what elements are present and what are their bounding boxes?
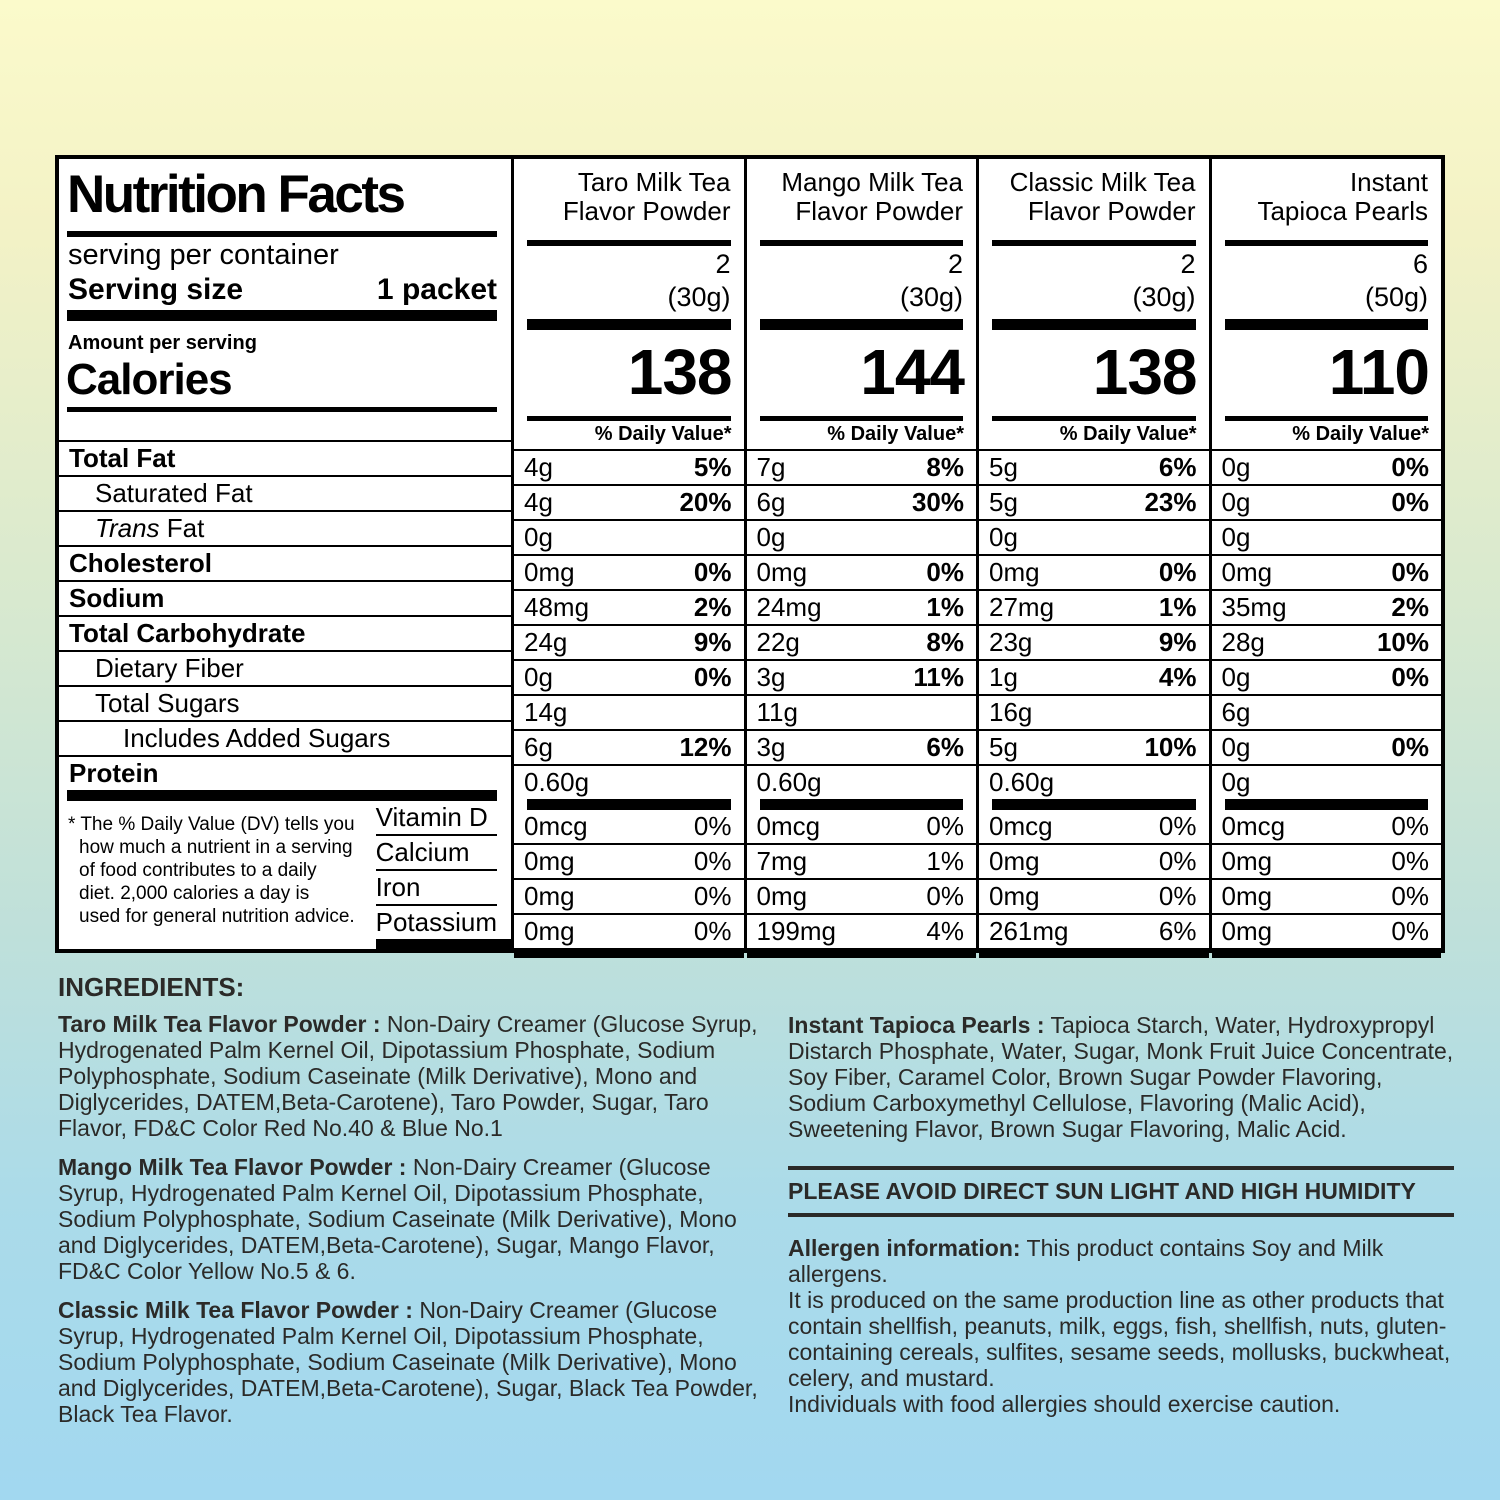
- serving-size-label: Serving size: [68, 273, 244, 306]
- daily-value-header-spacer: [59, 412, 511, 442]
- daily-value-header: % Daily Value*: [1212, 421, 1442, 451]
- vitamin-value-row: 0mcg 0%: [747, 810, 977, 845]
- nutrient-value-row: 5g 23%: [979, 486, 1209, 521]
- nutrient-label: Total Sugars: [95, 688, 240, 718]
- ingredient-paragraph-mango: Mango Milk Tea Flavor Powder : Non-Dairy Creamer (Glucose Syrup, Hydrogenated Palm Kernel Oil, Dipotassium Phosphate, Sodium Polyphosphate, Sodium Caseinate (Milk Derivative), Mono and Diglycerides, DATEM,Beta-Carotene), Sugar, Mango Flavor, FD&C Color Yellow No.5 & 6.: [58, 1154, 737, 1284]
- vitamin-value-row: 0mg 0%: [1212, 880, 1442, 915]
- nutrient-value-row: 0g: [514, 521, 744, 556]
- nutrient-value-row: 0g: [747, 521, 977, 556]
- storage-warning: PLEASE AVOID DIRECT SUN LIGHT AND HIGH HUMIDITY: [788, 1166, 1454, 1217]
- serving-per-container-label: serving per container: [68, 239, 339, 271]
- servings-count: 2: [715, 249, 731, 279]
- nutrient-value-row: 0mg 0%: [514, 556, 744, 591]
- product-name: Classic Milk Tea Flavor Powder: [1009, 167, 1196, 226]
- divider-bar: [1225, 319, 1429, 330]
- nutrition-facts-label: [55, 155, 1445, 953]
- servings-count: 2: [1180, 249, 1196, 279]
- nutrient-label: Sodium: [69, 583, 165, 613]
- divider-bar: [760, 799, 964, 810]
- divider-bar: [760, 319, 964, 330]
- nutrient-value-row: 27mg 1%: [979, 591, 1209, 626]
- vitamin-value-row: 0mcg 0%: [1212, 810, 1442, 845]
- vitamin-value-row: 199mg 4%: [756, 916, 964, 946]
- product-name: Mango Milk Tea Flavor Powder: [781, 167, 963, 226]
- divider-bar: [527, 319, 731, 330]
- nutrient-row: [59, 757, 511, 790]
- nutrient-value-row: 4g 20%: [514, 486, 744, 521]
- nutrient-value-row: 11g: [747, 696, 977, 731]
- calories-value: 144: [860, 336, 964, 408]
- product-name: Instant Tapioca Pearls: [1257, 167, 1428, 226]
- bottom-bar: [747, 948, 977, 958]
- vitamin-label: Calcium: [376, 836, 497, 871]
- nutrient-label: Saturated Fat: [95, 478, 253, 508]
- vitamin-value-row: 0mg 0%: [979, 845, 1209, 880]
- divider-bar: [992, 319, 1196, 330]
- nutrient-value-row: 22g 8%: [747, 626, 977, 661]
- nutrient-row: [59, 652, 511, 687]
- nutrient-value-row: 24mg 1%: [747, 591, 977, 626]
- vitamin-value-row: 0mg 0%: [1221, 916, 1429, 946]
- nutrient-value-row: 0g 0%: [1212, 486, 1442, 521]
- nutrient-value-row: 7g 8%: [747, 451, 977, 486]
- bottom-bar: [514, 948, 744, 958]
- ingredient-paragraph-classic: Classic Milk Tea Flavor Powder : Non-Dairy Creamer (Glucose Syrup, Hydrogenated Palm Kernel Oil, Dipotassium Phosphate, Sodium Polyphosphate, Sodium Caseinate (Milk Derivative), Mono and Diglycerides, DATEM,Beta-Carotene), Sugar, Black Tea Powder, Black Tea Flavor.: [58, 1297, 758, 1427]
- divider-bar: [527, 799, 731, 810]
- vitamin-label: Vitamin D: [376, 801, 497, 836]
- nutrient-value-row: 23g 9%: [979, 626, 1209, 661]
- vitamin-value-row: 261mg 6%: [989, 916, 1197, 946]
- bottom-bar: [376, 939, 511, 949]
- nutrient-value-row: 0g 0%: [1212, 661, 1442, 696]
- vitamin-value-row: 0mg 0%: [747, 880, 977, 915]
- nutrient-value-row: 0g: [1221, 767, 1251, 797]
- product-column-tapioca: [1209, 159, 1442, 949]
- vitamin-value-row: 0mg 0%: [979, 880, 1209, 915]
- serving-weight: (30g): [899, 282, 963, 312]
- nutrient-label: Total Fat: [69, 443, 176, 473]
- product-column-mango: [744, 159, 977, 949]
- nutrient-label: Protein: [69, 758, 159, 788]
- ingredient-paragraph-tapioca: Instant Tapioca Pearls : Tapioca Starch, Water, Hydroxypropyl Distarch Phosphate, Water, Sugar, Monk Fruit Juice Concentrate, Soy Fiber, Caramel Color, Brown Sugar Powder Flavoring, Sodium Carboxymethyl Cellulose, Flavoring (Malic Acid), Sweetening Flavor, Brown Sugar Flavoring, Malic Acid.: [788, 1012, 1454, 1142]
- nutrient-value-row: 0.60g: [524, 767, 590, 797]
- vitamin-value-row: 0mg 0%: [524, 916, 732, 946]
- divider-bar: [992, 799, 1196, 810]
- nutrient-value-row: 6g 30%: [747, 486, 977, 521]
- bottom-bar: [979, 948, 1209, 958]
- divider-bar: [67, 790, 497, 801]
- ingredients-right-column: [788, 972, 1454, 1440]
- calories-label: Calories: [66, 355, 232, 404]
- calories-value: 138: [627, 336, 732, 408]
- serving-weight: (30g): [667, 282, 731, 312]
- nutrient-value-row: 35mg 2%: [1212, 591, 1442, 626]
- label-info-column: [59, 159, 511, 949]
- calories-value: 110: [1328, 336, 1429, 408]
- nutrient-value-row: 5g 10%: [979, 731, 1209, 766]
- nutrient-row: [59, 617, 511, 652]
- nutrient-value-row: 5g 6%: [979, 451, 1209, 486]
- nutrient-value-row: 0g: [979, 521, 1209, 556]
- calories-value: 138: [1092, 336, 1197, 408]
- ingredients-section: [58, 972, 1454, 1440]
- nutrient-value-row: 6g 12%: [514, 731, 744, 766]
- daily-value-header: % Daily Value*: [514, 421, 744, 451]
- nutrient-value-row: 0.60g: [989, 767, 1055, 797]
- servings-count: 2: [947, 249, 963, 279]
- nutrient-value-row: 1g 4%: [979, 661, 1209, 696]
- bottom-bar: [1212, 948, 1442, 958]
- vitamin-label: Iron: [376, 871, 497, 906]
- nutrient-row: [59, 477, 511, 512]
- nutrient-label: Cholesterol: [69, 548, 213, 578]
- nutrient-value-row: 0g 0%: [1212, 451, 1442, 486]
- daily-value-header: % Daily Value*: [747, 421, 977, 451]
- divider-bar: [1225, 799, 1429, 810]
- serving-size-value: 1 packet: [376, 273, 497, 306]
- nutrient-row: [59, 722, 511, 757]
- nutrient-value-row: 4g 5%: [514, 451, 744, 486]
- vitamin-value-row: 0mg 0%: [1212, 845, 1442, 880]
- nutrient-row: [59, 442, 511, 477]
- vitamin-labels-column: [360, 801, 511, 949]
- nutrient-value-row: 0mg 0%: [747, 556, 977, 591]
- nutrient-value-row: 0mg 0%: [1212, 556, 1442, 591]
- vitamin-value-row: 0mg 0%: [514, 845, 744, 880]
- amount-per-serving-label: Amount per serving: [68, 332, 257, 354]
- nutrient-row: [59, 512, 511, 547]
- calories-heading: [59, 321, 511, 407]
- nutrition-facts-title: Nutrition Facts: [67, 165, 404, 224]
- nutrient-value-row: 0g 0%: [1212, 731, 1442, 766]
- allergen-info: Allergen information: This product contains Soy and Milk allergens. It is produced on the same production line as other products that contain shellfish, peanuts, milk, eggs, fish, shellfish, nuts, gluten-containing cereals, sulfites, sesame seeds, mollusks, buckwheat, celery, and mustard. Individuals with food allergies should exercise caution.: [788, 1235, 1451, 1417]
- nutrient-value-row: 3g 6%: [747, 731, 977, 766]
- vitamin-label: Potassium: [375, 907, 497, 937]
- nutrient-label: Includes Added Sugars: [123, 723, 391, 753]
- nutrient-value-row: 0.60g: [756, 767, 822, 797]
- ingredients-left-column: [58, 972, 758, 1440]
- product-column-taro: [511, 159, 744, 949]
- nutrient-value-row: 0mg 0%: [979, 556, 1209, 591]
- nutrient-row: [59, 687, 511, 722]
- nutrient-label: Trans Fat: [95, 513, 205, 543]
- nutrient-value-row: 0g 0%: [514, 661, 744, 696]
- nutrient-value-row: 16g: [979, 696, 1209, 731]
- nutrient-value-row: 14g: [514, 696, 744, 731]
- vitamin-value-row: 0mg 0%: [514, 880, 744, 915]
- product-name: Taro Milk Tea Flavor Powder: [562, 167, 731, 226]
- nutrient-value-row: 0g: [1212, 521, 1442, 556]
- nutrient-label: Total Carbohydrate: [69, 618, 306, 648]
- vitamin-value-row: 0mcg 0%: [514, 810, 744, 845]
- divider-bar: [67, 310, 497, 321]
- nutrient-value-row: 3g 11%: [747, 661, 977, 696]
- nutrient-label: Dietary Fiber: [95, 653, 244, 683]
- servings-count: 6: [1412, 249, 1428, 279]
- vitamin-value-row: 7mg 1%: [747, 845, 977, 880]
- ingredient-paragraph-taro: Taro Milk Tea Flavor Powder : Non-Dairy Creamer (Glucose Syrup, Hydrogenated Palm Kernel Oil, Dipotassium Phosphate, Sodium Polyphosphate, Sodium Caseinate (Milk Derivative), Mono and Diglycerides, DATEM,Beta-Carotene), Taro Powder, Sugar, Taro Flavor, FD&C Color Red No.40 & Blue No.1: [58, 1011, 758, 1141]
- daily-value-header: % Daily Value*: [979, 421, 1209, 451]
- serving-weight: (30g): [1132, 282, 1196, 312]
- nutrient-row: [59, 582, 511, 617]
- nutrient-value-row: 24g 9%: [514, 626, 744, 661]
- product-column-classic: [976, 159, 1209, 949]
- serving-size-row: [59, 272, 511, 310]
- nutrient-row: [59, 547, 511, 582]
- serving-weight: (50g): [1364, 282, 1428, 312]
- nutrient-value-row: 28g 10%: [1212, 626, 1442, 661]
- nutrient-value-row: 48mg 2%: [514, 591, 744, 626]
- daily-value-footnote: * The % Daily Value (DV) tells you how much a nutrient in a serving of food contributes to a daily diet. 2,000 calories a day is used for general nutrition advice.: [68, 814, 355, 927]
- ingredients-heading: INGREDIENTS:: [58, 972, 245, 1002]
- vitamin-value-row: 0mcg 0%: [979, 810, 1209, 845]
- nutrient-value-row: 6g: [1212, 696, 1442, 731]
